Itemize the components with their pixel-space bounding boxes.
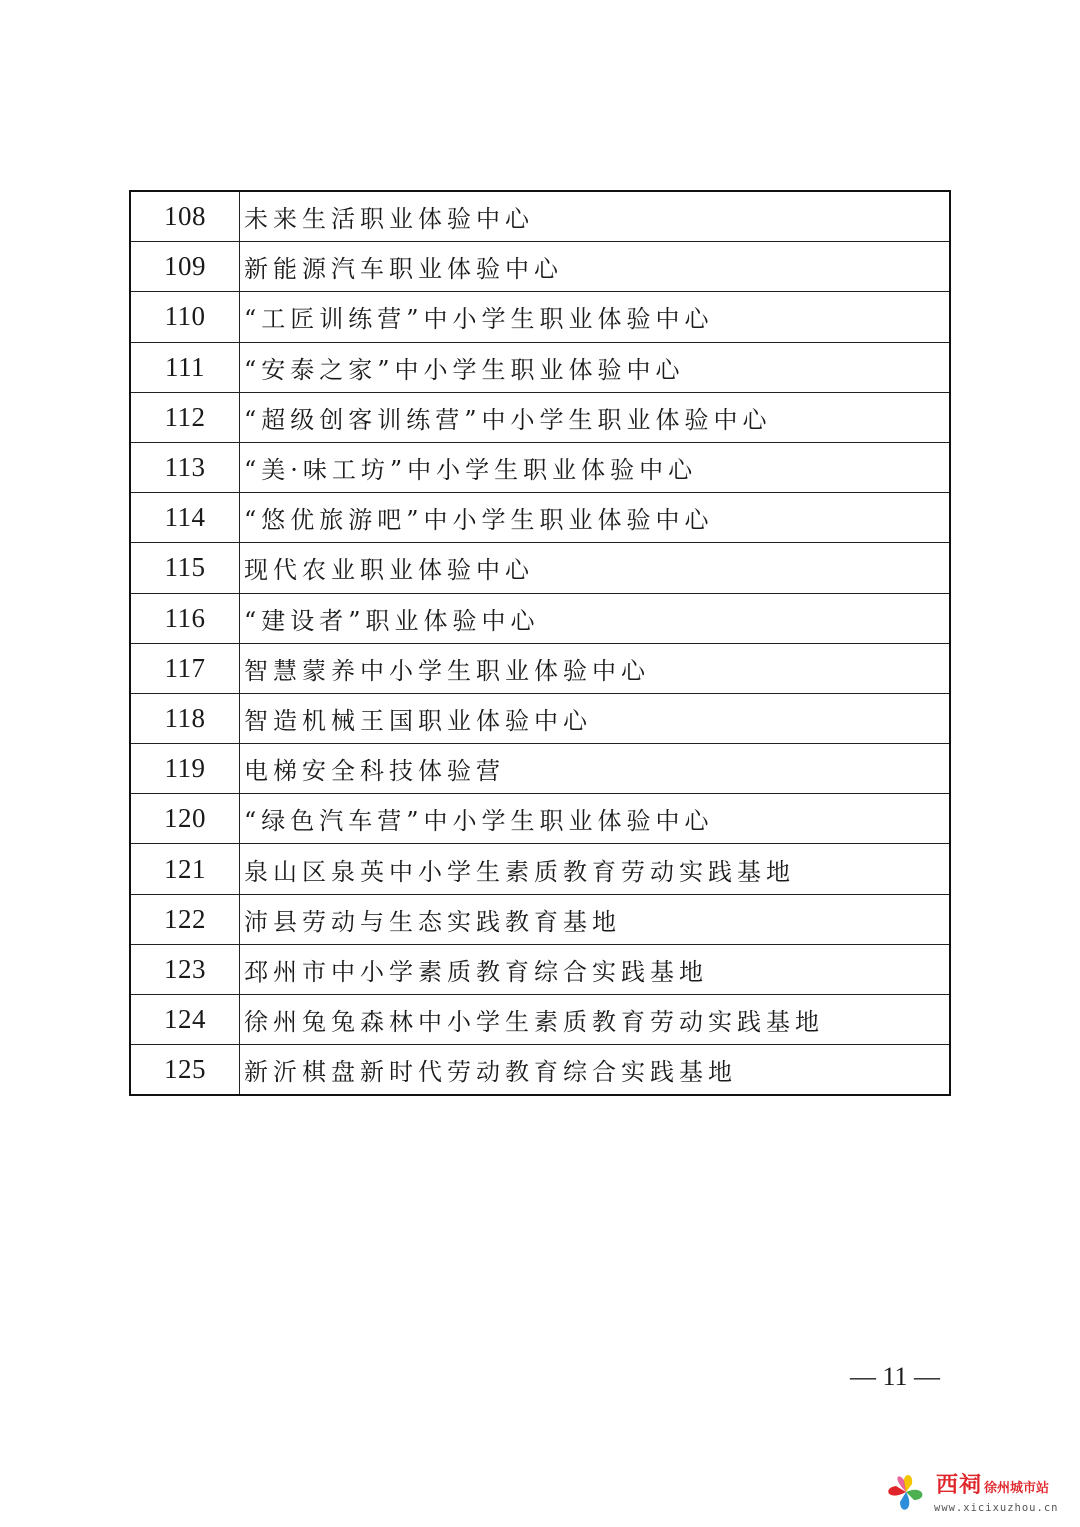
table-body (130, 191, 950, 1095)
institution-name: “悠优旅游吧”中小学生职业体验中心 (240, 493, 951, 543)
institution-name: 沛县劳动与生态实践教育基地 (240, 894, 951, 944)
institution-name: “美·味工坊”中小学生职业体验中心 (240, 442, 951, 492)
table-row (130, 944, 950, 994)
table-row (130, 894, 950, 944)
institution-name: 新沂棋盘新时代劳动教育综合实践基地 (240, 1045, 951, 1096)
table-row (130, 995, 950, 1045)
watermark-city: 徐州城市站 (984, 1481, 1050, 1496)
row-number: 120 (130, 794, 240, 844)
institution-name: “工匠训练营”中小学生职业体验中心 (240, 292, 951, 342)
row-number: 121 (130, 844, 240, 894)
institution-name: 现代农业职业体验中心 (240, 543, 951, 593)
table-row (130, 643, 950, 693)
row-number: 110 (130, 292, 240, 342)
row-number: 119 (130, 744, 240, 794)
watermark-brand (936, 1468, 1049, 1499)
table-row (130, 292, 950, 342)
row-number: 122 (130, 894, 240, 944)
institution-name: 新能源汽车职业体验中心 (240, 242, 951, 292)
table-row (130, 693, 950, 743)
institution-name: 电梯安全科技体验营 (240, 744, 951, 794)
institution-name: “建设者”职业体验中心 (240, 593, 951, 643)
row-number: 111 (130, 342, 240, 392)
row-number: 112 (130, 392, 240, 442)
table-row (130, 342, 950, 392)
table-row (130, 844, 950, 894)
row-number: 109 (130, 242, 240, 292)
table-row (130, 442, 950, 492)
row-number: 118 (130, 693, 240, 743)
row-number: 125 (130, 1045, 240, 1096)
watermark-brand-name: 西祠 (936, 1473, 983, 1498)
table-row (130, 1045, 950, 1096)
row-number: 114 (130, 493, 240, 543)
institution-name: 智造机械王国职业体验中心 (240, 693, 951, 743)
table-row (130, 242, 950, 292)
row-number: 108 (130, 191, 240, 242)
row-number: 117 (130, 643, 240, 693)
page-number: — 11 — (850, 1362, 941, 1391)
table-row (130, 392, 950, 442)
institution-table (129, 190, 951, 1096)
table-row (130, 493, 950, 543)
institution-name: “超级创客训练营”中小学生职业体验中心 (240, 392, 951, 442)
table-row (130, 543, 950, 593)
row-number: 124 (130, 995, 240, 1045)
pinwheel-logo-icon (878, 1466, 934, 1522)
table-row (130, 191, 950, 242)
row-number: 115 (130, 543, 240, 593)
institution-name: 泉山区泉英中小学生素质教育劳动实践基地 (240, 844, 951, 894)
row-number: 113 (130, 442, 240, 492)
row-number: 123 (130, 944, 240, 994)
table-row (130, 593, 950, 643)
site-watermark (876, 1466, 1072, 1522)
institution-name: 徐州兔兔森林中小学生素质教育劳动实践基地 (240, 995, 951, 1045)
table-row (130, 744, 950, 794)
institution-name: 未来生活职业体验中心 (240, 191, 951, 242)
institution-name: “安泰之家”中小学生职业体验中心 (240, 342, 951, 392)
institution-name: 邳州市中小学素质教育综合实践基地 (240, 944, 951, 994)
institution-name: “绿色汽车营”中小学生职业体验中心 (240, 794, 951, 844)
row-number: 116 (130, 593, 240, 643)
institution-name: 智慧蒙养中小学生职业体验中心 (240, 643, 951, 693)
watermark-url: www.xicixuzhou.cn (934, 1502, 1059, 1514)
table-row (130, 794, 950, 844)
